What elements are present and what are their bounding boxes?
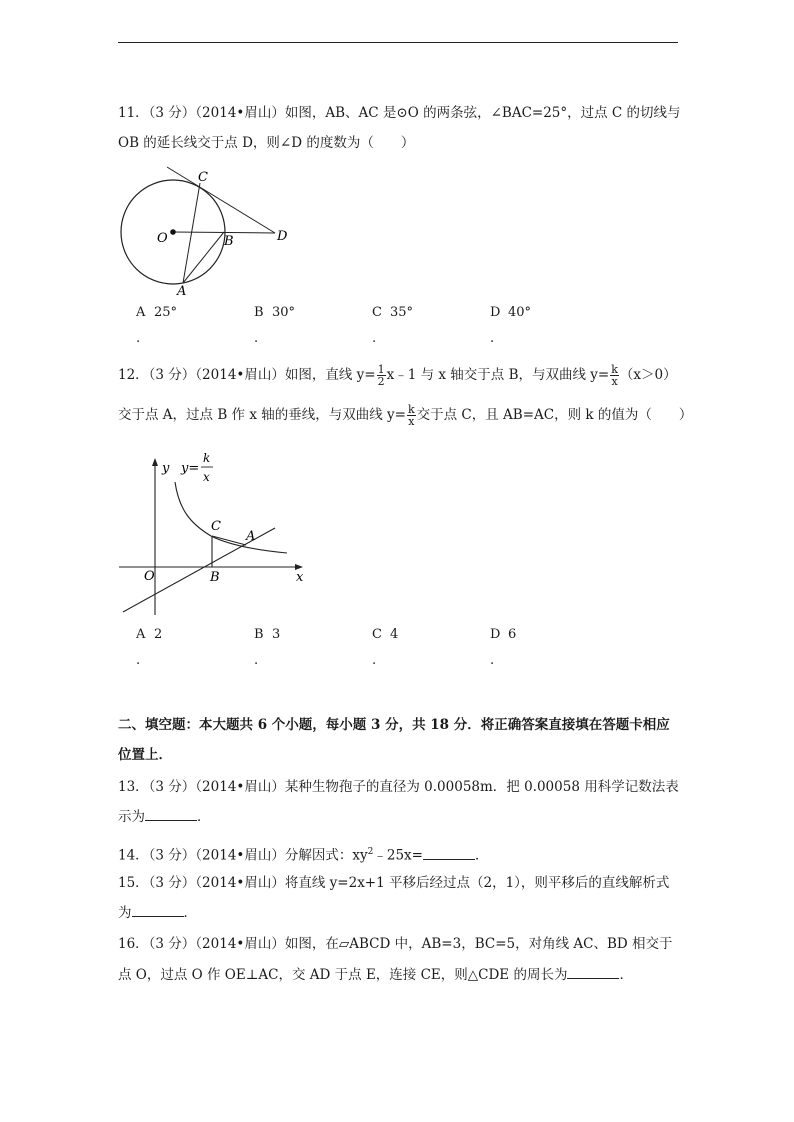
fig11-label-b: B [224,234,234,249]
q11-circle-figure [115,165,305,300]
q15-stem-line2: 为 ． [118,905,197,921]
q12-option-c[interactable]: C 4 [372,627,399,642]
q12-hyperbola-figure [115,450,315,620]
q12-stem-line2: 交于点 A，过点 B 作 x 轴的垂线，与双曲线 y= $\frac{k}{x}$ 交于点 C，且 AB=AC，则 k 的值为（ ） [118,403,693,428]
section2-heading-line1: 二、填空题：本大题共 6 个小题，每小题 3 分，共 18 分．将正确答案直接填在答题卡相应 [118,717,670,733]
q11-dot: . [136,331,141,346]
q11-stem-line2: OB 的延长线交于点 D，则∠D 的度数为（ ） [118,135,415,151]
q16-answer-blank[interactable] [567,966,619,979]
fraction-k-over-x: $\frac{k}{x}$ [611,363,618,388]
q11-dot: . [254,331,259,346]
q11-option-d[interactable]: D 40° [490,305,532,320]
header-rule [118,42,678,43]
fig12-label-a: A [246,529,256,544]
q13-stem-line1: 13．（3 分）（2014•眉山）某种生物孢子的直径为 0.00058m．把 0.00058 用科学记数法表 [118,779,679,795]
q12-dot: . [136,653,141,668]
q16-stem-line1: 16．（3 分）（2014•眉山）如图，在▱ABCD 中，AB=3，BC=5，对角线 AC、BD 相交于 [118,936,673,952]
q11-dot: . [372,331,377,346]
q12-dot: . [254,653,259,668]
q11-option-c[interactable]: C 35° [372,305,414,320]
q12-dot: . [490,653,495,668]
fig12-label-b: B [210,570,220,585]
q12-stem-line1: 12．（3 分）（2014•眉山）如图，直线 y= $\frac{1}{2}$ x﹣1 与 x 轴交于点 B，与双曲线 y= $\frac{k}{x}$ （x＞0） [118,363,677,388]
q12-option-a[interactable]: A 2 [136,627,163,642]
q13-stem-line2: 示为 ． [118,809,211,825]
fig11-label-a: A [177,284,187,299]
fig12-label-xden: x [203,470,210,484]
fraction-k-over-x: $\frac{k}{x}$ [407,403,415,428]
q16-stem-line2: 点 O，过点 O 作 OE⊥AC，交 AD 于点 E，连接 CE，则△CDE 的周长为 ． [118,967,633,983]
fig12-label-x-axis: x [296,570,304,585]
q14-answer-blank[interactable] [423,847,475,860]
fraction-half: $\frac{1}{2}$ [377,363,385,388]
fig12-label-y-axis: y [162,461,170,476]
q13-answer-blank[interactable] [145,808,197,821]
fig11-label-o: O [157,231,168,246]
q12-dot: . [372,653,377,668]
q12-option-d[interactable]: D 6 [490,627,517,642]
fig12-label-k: k [203,451,211,465]
fig12-label-eq: y= [181,461,200,476]
fig11-label-d: D [277,229,288,244]
q15-answer-blank[interactable] [132,904,184,917]
fig11-label-c: C [198,170,208,185]
q11-stem-line1: 11．（3 分）（2014•眉山）如图，AB、AC 是⊙O 的两条弦，∠BAC=25°，过点 C 的切线与 [118,105,681,121]
q14-stem: 14．（3 分）（2014•眉山）分解因式：$xy^2﹣25x=$ ． [118,847,489,864]
fig12-label-c: C [211,519,221,534]
q11-dot: . [490,331,495,346]
fig12-label-o: O [144,569,155,584]
q11-option-a[interactable]: A 25° [136,305,178,320]
q12-option-b[interactable]: B 3 [254,627,281,642]
q11-option-b[interactable]: B 30° [254,305,296,320]
section2-heading-line2: 位置上． [118,747,172,763]
q15-stem-line1: 15．（3 分）（2014•眉山）将直线 y=2x+1 平移后经过点（2，1），则平移后的直线解析式 [118,875,670,891]
